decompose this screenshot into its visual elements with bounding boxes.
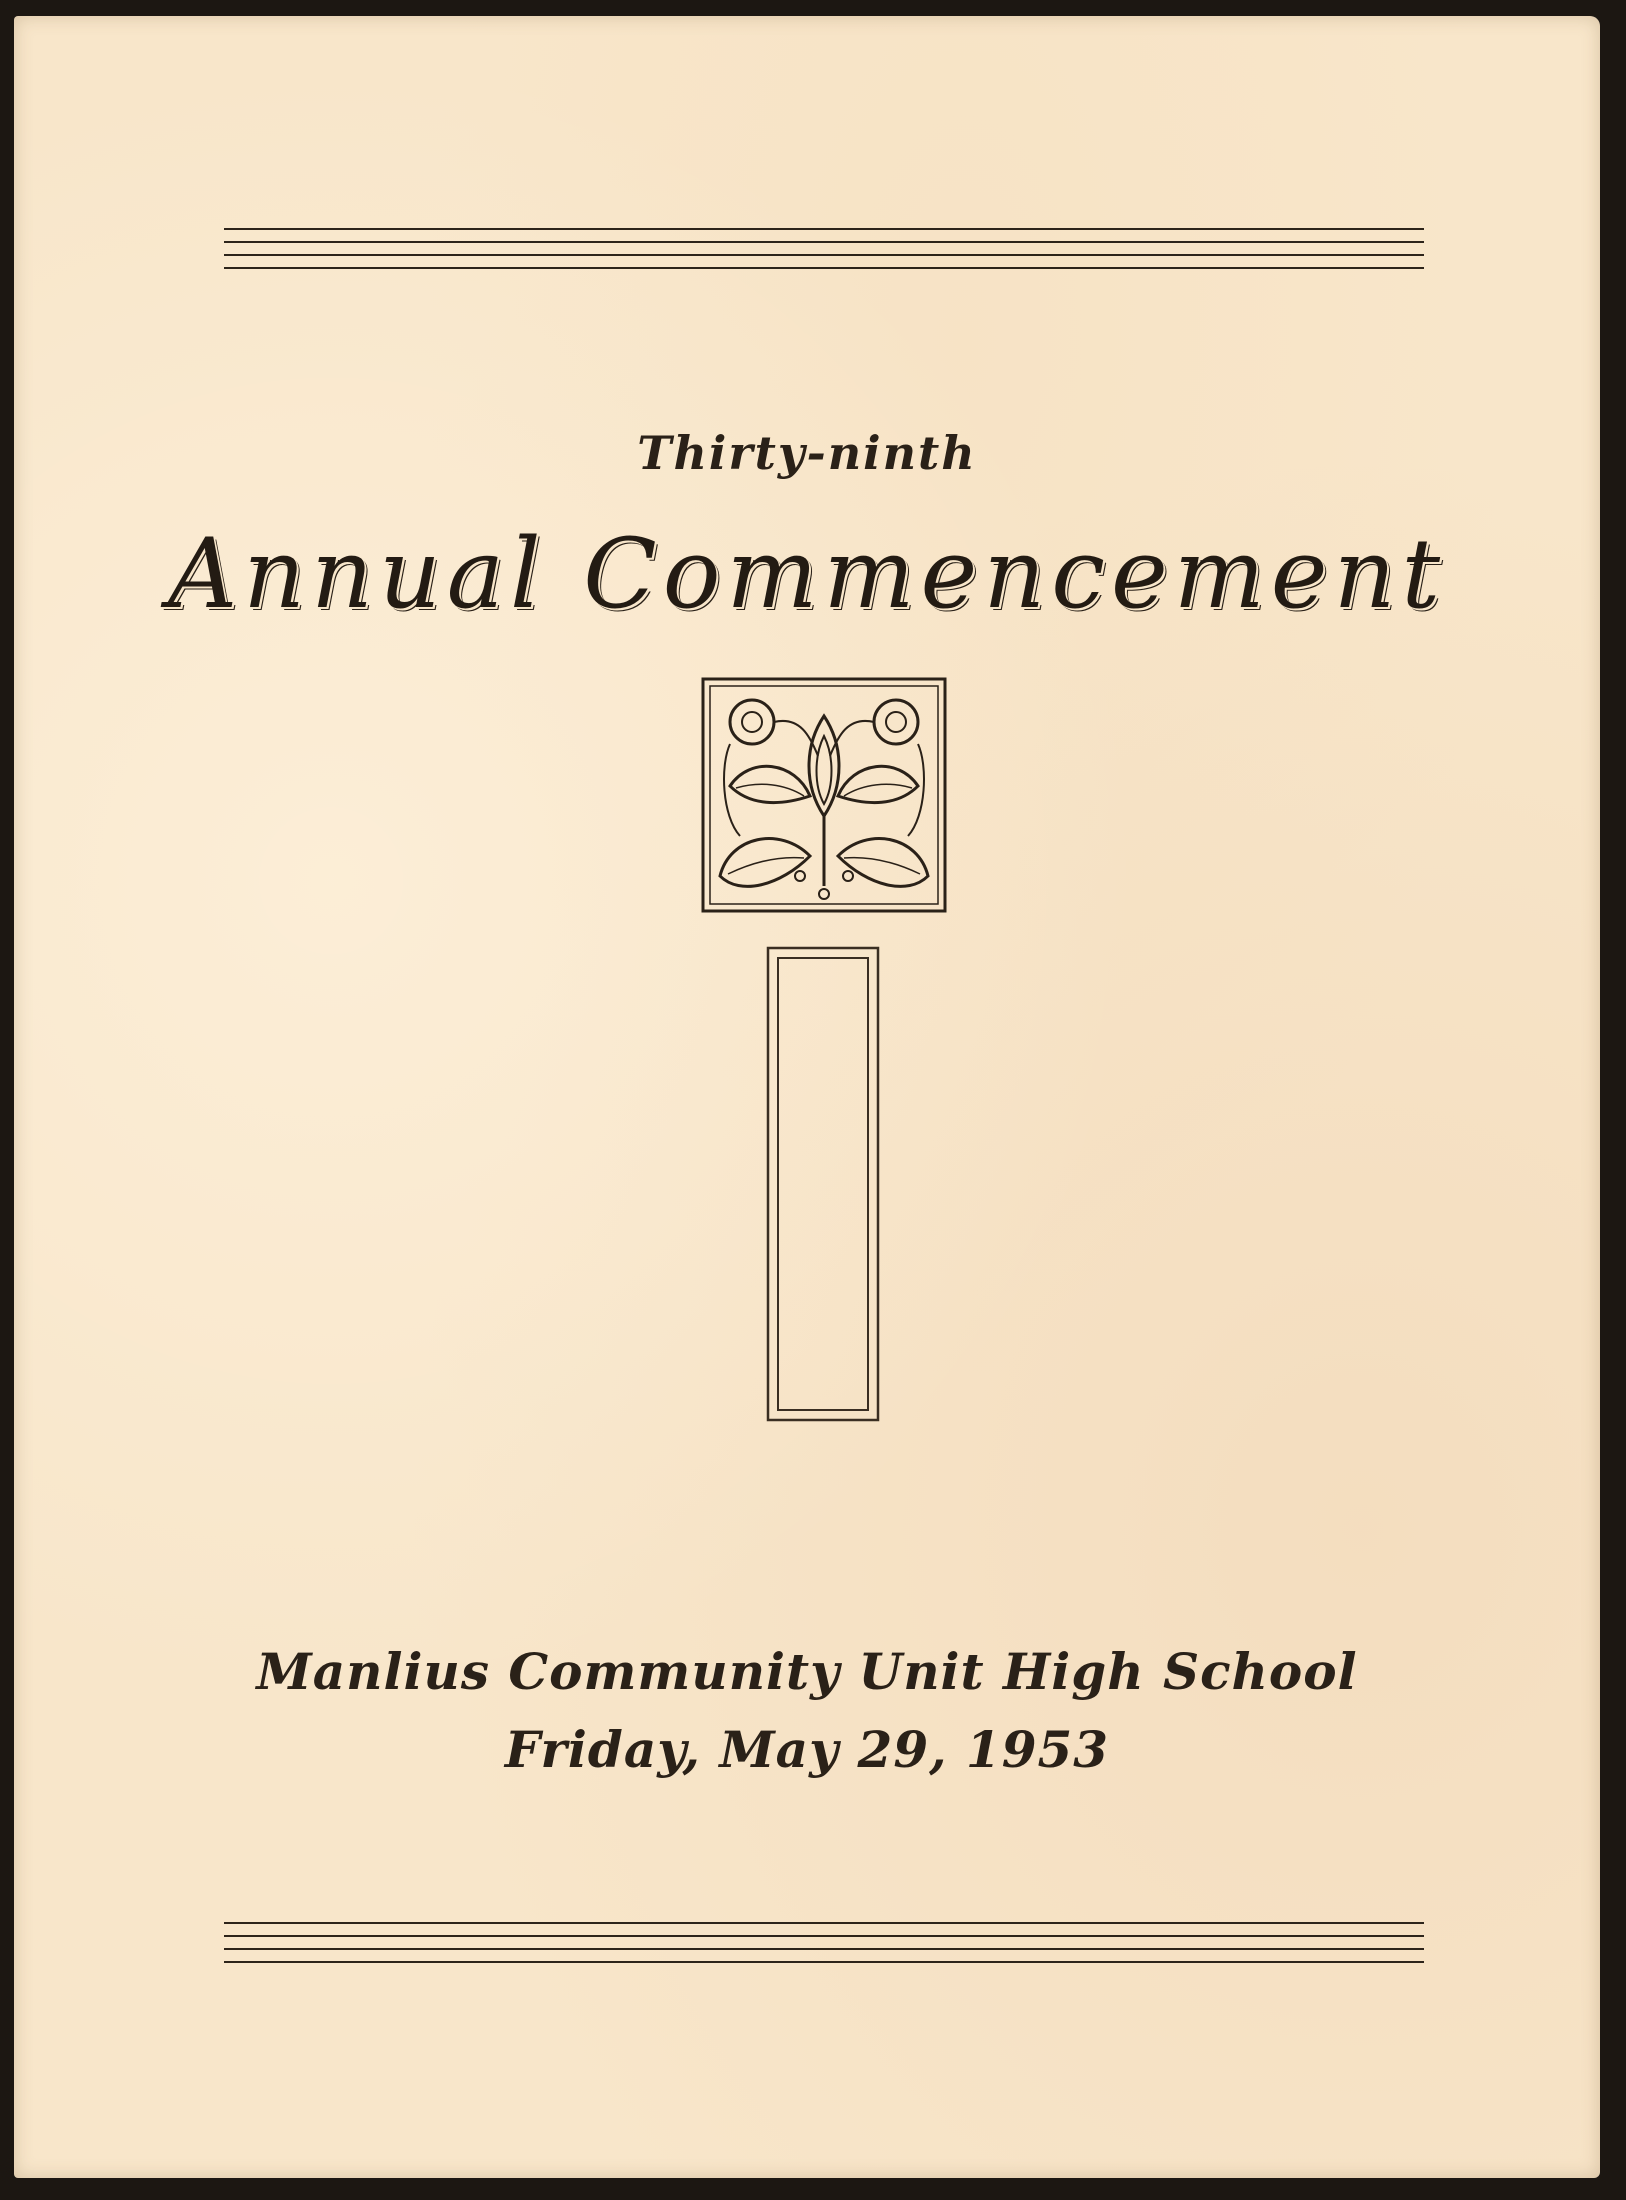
- rule-line: [224, 1935, 1424, 1937]
- rule-line: [224, 267, 1424, 269]
- bottom-rule-lines: [224, 1922, 1424, 1974]
- rule-line: [224, 1922, 1424, 1924]
- rule-line: [224, 241, 1424, 243]
- rule-line: [224, 1948, 1424, 1950]
- ceremony-date: Friday, May 29, 1953: [504, 1720, 1110, 1779]
- school-name: Manlius Community Unit High School: [256, 1642, 1358, 1701]
- edition-ordinal: Thirty-ninth: [637, 426, 977, 480]
- rule-line: [224, 254, 1424, 256]
- rule-line: [224, 1961, 1424, 1963]
- top-rule-lines: [224, 228, 1424, 280]
- cover-title: Annual Commencement: [167, 518, 1447, 630]
- program-cover: [14, 16, 1600, 2178]
- double-rectangle-frame: [766, 946, 880, 1422]
- rule-line: [224, 228, 1424, 230]
- floral-tile-ornament-icon: [700, 676, 948, 914]
